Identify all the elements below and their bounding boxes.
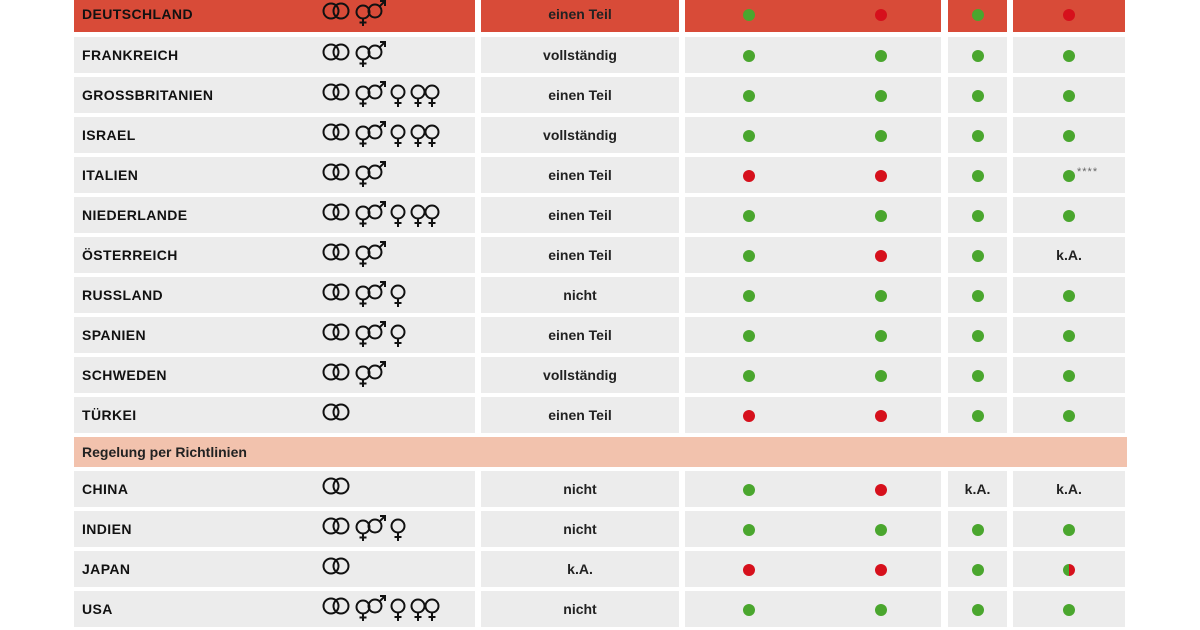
right-4-dot — [1063, 50, 1075, 62]
law-cell — [481, 197, 679, 233]
country-cell — [74, 0, 475, 32]
relationship-icons-svg — [322, 81, 472, 109]
right-1-dot — [743, 210, 755, 222]
right-1-dot — [743, 370, 755, 382]
rights-cell — [685, 157, 941, 193]
relationship-icons — [322, 281, 472, 309]
right-4-dot — [1063, 170, 1075, 182]
relationship-icons-svg — [322, 515, 472, 543]
male-female-icon — [357, 596, 386, 621]
law-status: vollständig — [543, 47, 617, 63]
country-cell — [74, 77, 475, 113]
relationship-icons — [322, 321, 472, 349]
relationship-icons-svg — [322, 161, 472, 189]
table-row — [0, 37, 1200, 73]
relationship-icons — [322, 81, 472, 109]
rings-icon — [324, 245, 349, 260]
country-cell — [74, 551, 475, 587]
table-row — [0, 157, 1200, 193]
law-status: einen Teil — [548, 87, 612, 103]
relationship-icons-svg — [322, 595, 472, 623]
law-status: einen Teil — [548, 6, 612, 22]
rights-cell — [685, 471, 941, 507]
female-icon — [392, 520, 405, 542]
rights-cell — [685, 511, 941, 547]
table-row — [0, 397, 1200, 433]
law-cell — [481, 511, 679, 547]
country-name: SPANIEN — [82, 327, 146, 343]
table-row — [0, 117, 1200, 153]
status-cell-c — [948, 397, 1007, 433]
right-3-dot — [972, 290, 984, 302]
rings-icon — [324, 559, 349, 574]
male-female-icon — [357, 202, 386, 227]
status-cell-c — [948, 157, 1007, 193]
right-3-text: k.A. — [964, 481, 991, 497]
female-icon — [392, 86, 405, 108]
male-female-icon — [357, 282, 386, 307]
male-female-icon — [357, 1, 386, 26]
male-female-icon — [357, 82, 386, 107]
female-icon — [392, 206, 405, 228]
country-name: RUSSLAND — [82, 287, 163, 303]
relationship-icons — [322, 401, 472, 429]
status-cell-c — [948, 0, 1007, 32]
male-female-icon — [357, 162, 386, 187]
right-4-dot — [1063, 130, 1075, 142]
rings-icon — [324, 325, 349, 340]
right-3-dot — [972, 604, 984, 616]
right-4-dot — [1063, 90, 1075, 102]
male-female-icon — [357, 322, 386, 347]
table-row — [0, 511, 1200, 547]
relationship-icons-svg — [322, 201, 472, 229]
right-2-dot — [875, 250, 887, 262]
female-female-icon — [412, 86, 439, 108]
law-status: einen Teil — [548, 327, 612, 343]
country-cell — [74, 511, 475, 547]
rings-icon — [324, 599, 349, 614]
law-status: nicht — [563, 521, 597, 537]
status-cell-d — [1013, 117, 1125, 153]
right-3-dot — [972, 370, 984, 382]
country-name: ISRAEL — [82, 127, 136, 143]
right-3-dot — [972, 410, 984, 422]
country-name: DEUTSCHLAND — [82, 6, 193, 22]
right-3-dot — [972, 210, 984, 222]
rights-cell — [685, 237, 941, 273]
rights-cell — [685, 197, 941, 233]
country-cell — [74, 357, 475, 393]
status-cell-d — [1013, 277, 1125, 313]
law-status: k.A. — [567, 561, 593, 577]
rights-cell — [685, 77, 941, 113]
right-4-dot — [1063, 210, 1075, 222]
right-3-dot — [972, 564, 984, 576]
status-cell-d — [1013, 197, 1125, 233]
rings-icon — [324, 479, 349, 494]
law-cell — [481, 357, 679, 393]
rings-icon — [324, 85, 349, 100]
rights-cell — [685, 357, 941, 393]
country-cell — [74, 197, 475, 233]
table-row — [0, 277, 1200, 313]
law-cell — [481, 397, 679, 433]
rights-cell — [685, 117, 941, 153]
relationship-icons — [322, 121, 472, 149]
right-4-dot — [1063, 524, 1075, 536]
relationship-icons-svg — [322, 401, 472, 429]
relationship-icons-svg — [322, 475, 472, 503]
country-cell — [74, 471, 475, 507]
right-2-dot — [875, 170, 887, 182]
status-cell-d — [1013, 0, 1125, 32]
country-name: CHINA — [82, 481, 129, 497]
country-cell — [74, 157, 475, 193]
country-name: ÖSTERREICH — [82, 247, 178, 263]
right-1-dot — [743, 250, 755, 262]
right-1-dot — [743, 90, 755, 102]
status-cell-d — [1013, 157, 1125, 193]
table-row — [0, 237, 1200, 273]
rings-icon — [324, 125, 349, 140]
rights-cell — [685, 37, 941, 73]
country-name: TÜRKEI — [82, 407, 137, 423]
right-4-text: k.A. — [1056, 481, 1082, 497]
right-1-dot — [743, 564, 755, 576]
table-row — [0, 317, 1200, 353]
country-name: INDIEN — [82, 521, 132, 537]
country-name: ITALIEN — [82, 167, 139, 183]
status-cell-c — [948, 317, 1007, 353]
right-1-dot — [743, 9, 755, 21]
law-cell — [481, 77, 679, 113]
right-3-dot — [972, 524, 984, 536]
status-cell-c — [948, 277, 1007, 313]
law-cell — [481, 277, 679, 313]
country-cell — [74, 237, 475, 273]
relationship-icons — [322, 201, 472, 229]
law-status: nicht — [563, 287, 597, 303]
law-cell — [481, 37, 679, 73]
status-cell-d — [1013, 397, 1125, 433]
right-4-dot — [1063, 9, 1075, 21]
right-2-dot — [875, 564, 887, 576]
table-row — [0, 77, 1200, 113]
law-status: einen Teil — [548, 207, 612, 223]
law-cell — [481, 157, 679, 193]
right-1-dot — [743, 604, 755, 616]
right-3-dot — [972, 130, 984, 142]
right-1-dot — [743, 170, 755, 182]
rings-icon — [324, 365, 349, 380]
rings-icon — [324, 285, 349, 300]
relationship-icons — [322, 41, 472, 69]
male-female-icon — [357, 516, 386, 541]
relationship-icons — [322, 595, 472, 623]
status-cell-d — [1013, 471, 1125, 507]
right-3-dot — [972, 50, 984, 62]
right-4-dot — [1063, 564, 1075, 576]
status-cell-d — [1013, 237, 1125, 273]
right-4-text: k.A. — [1056, 247, 1082, 263]
rings-icon — [324, 205, 349, 220]
right-2-dot — [875, 50, 887, 62]
status-cell-d — [1013, 77, 1125, 113]
country-cell — [74, 591, 475, 627]
table-row — [0, 357, 1200, 393]
relationship-icons — [322, 361, 472, 389]
right-1-dot — [743, 50, 755, 62]
table-row — [0, 197, 1200, 233]
right-2-dot — [875, 370, 887, 382]
right-2-dot — [875, 410, 887, 422]
male-female-icon — [357, 242, 386, 267]
relationship-icons — [322, 0, 472, 28]
right-3-dot — [972, 170, 984, 182]
status-cell-c — [948, 471, 1007, 507]
right-3-dot — [972, 330, 984, 342]
rings-icon — [324, 45, 349, 60]
country-cell — [74, 37, 475, 73]
right-2-dot — [875, 210, 887, 222]
rights-cell — [685, 0, 941, 32]
country-cell — [74, 117, 475, 153]
country-cell — [74, 277, 475, 313]
relationship-icons-svg — [322, 321, 472, 349]
rights-cell — [685, 277, 941, 313]
relationship-icons — [322, 161, 472, 189]
rights-cell — [685, 397, 941, 433]
status-cell-c — [948, 237, 1007, 273]
law-cell — [481, 117, 679, 153]
right-3-dot — [972, 90, 984, 102]
right-2-dot — [875, 290, 887, 302]
right-4-dot — [1063, 290, 1075, 302]
relationship-icons-svg — [322, 555, 472, 583]
female-icon — [392, 600, 405, 622]
female-icon — [392, 326, 405, 348]
male-female-icon — [357, 362, 386, 387]
country-name: USA — [82, 601, 113, 617]
law-cell — [481, 0, 679, 32]
relationship-icons — [322, 241, 472, 269]
right-3-dot — [972, 250, 984, 262]
relationship-icons — [322, 555, 472, 583]
footnote-mark: **** — [1077, 166, 1099, 178]
status-cell-d — [1013, 37, 1125, 73]
status-cell-d — [1013, 357, 1125, 393]
section-header — [74, 437, 1127, 467]
relationship-icons-svg — [322, 361, 472, 389]
law-status: nicht — [563, 481, 597, 497]
right-3-dot — [972, 9, 984, 21]
rings-icon — [324, 405, 349, 420]
rings-icon — [324, 519, 349, 534]
country-name: SCHWEDEN — [82, 367, 167, 383]
right-1-dot — [743, 524, 755, 536]
right-4-dot — [1063, 330, 1075, 342]
female-female-icon — [412, 126, 439, 148]
status-cell-c — [948, 117, 1007, 153]
female-female-icon — [412, 206, 439, 228]
table-row — [0, 591, 1200, 627]
female-female-icon — [412, 600, 439, 622]
right-1-dot — [743, 290, 755, 302]
female-icon — [392, 286, 405, 308]
male-female-icon — [357, 42, 386, 67]
right-4-dot — [1063, 410, 1075, 422]
relationship-icons-svg — [322, 41, 472, 69]
rights-cell — [685, 317, 941, 353]
right-2-dot — [875, 484, 887, 496]
country-cell — [74, 397, 475, 433]
right-4-dot — [1063, 604, 1075, 616]
country-name: GROSSBRITANIEN — [82, 87, 214, 103]
status-cell-d — [1013, 591, 1125, 627]
rings-icon — [324, 165, 349, 180]
right-2-dot — [875, 524, 887, 536]
relationship-icons-svg — [322, 241, 472, 269]
status-cell-c — [948, 357, 1007, 393]
rings-icon — [324, 4, 349, 19]
country-name: FRANKREICH — [82, 47, 179, 63]
law-status: vollständig — [543, 367, 617, 383]
country-cell — [74, 317, 475, 353]
relationship-icons-svg — [322, 0, 472, 28]
law-status: einen Teil — [548, 167, 612, 183]
rights-cell — [685, 551, 941, 587]
right-2-dot — [875, 90, 887, 102]
status-cell-c — [948, 197, 1007, 233]
status-cell-c — [948, 551, 1007, 587]
status-cell-c — [948, 511, 1007, 547]
right-1-dot — [743, 410, 755, 422]
right-1-dot — [743, 130, 755, 142]
table-row — [0, 471, 1200, 507]
law-cell — [481, 317, 679, 353]
right-1-dot — [743, 484, 755, 496]
status-cell-c — [948, 37, 1007, 73]
relationship-icons — [322, 515, 472, 543]
table-row — [0, 0, 1200, 32]
status-cell-d — [1013, 551, 1125, 587]
relationship-icons — [322, 475, 472, 503]
right-4-dot — [1063, 370, 1075, 382]
right-2-dot — [875, 330, 887, 342]
rights-cell — [685, 591, 941, 627]
relationship-icons-svg — [322, 281, 472, 309]
right-2-dot — [875, 9, 887, 21]
status-cell-c — [948, 591, 1007, 627]
country-name: NIEDERLANDE — [82, 207, 188, 223]
right-1-dot — [743, 330, 755, 342]
law-cell — [481, 551, 679, 587]
country-name: JAPAN — [82, 561, 131, 577]
law-cell — [481, 237, 679, 273]
table-row — [0, 551, 1200, 587]
status-cell-c — [948, 77, 1007, 113]
law-status: nicht — [563, 601, 597, 617]
relationship-icons-svg — [322, 121, 472, 149]
law-status: einen Teil — [548, 407, 612, 423]
right-2-dot — [875, 604, 887, 616]
right-2-dot — [875, 130, 887, 142]
law-cell — [481, 471, 679, 507]
law-status: einen Teil — [548, 247, 612, 263]
section-title: Regelung per Richtlinien — [82, 444, 247, 460]
law-status: vollständig — [543, 127, 617, 143]
law-cell — [481, 591, 679, 627]
male-female-icon — [357, 122, 386, 147]
status-cell-d — [1013, 511, 1125, 547]
female-icon — [392, 126, 405, 148]
status-cell-d — [1013, 317, 1125, 353]
